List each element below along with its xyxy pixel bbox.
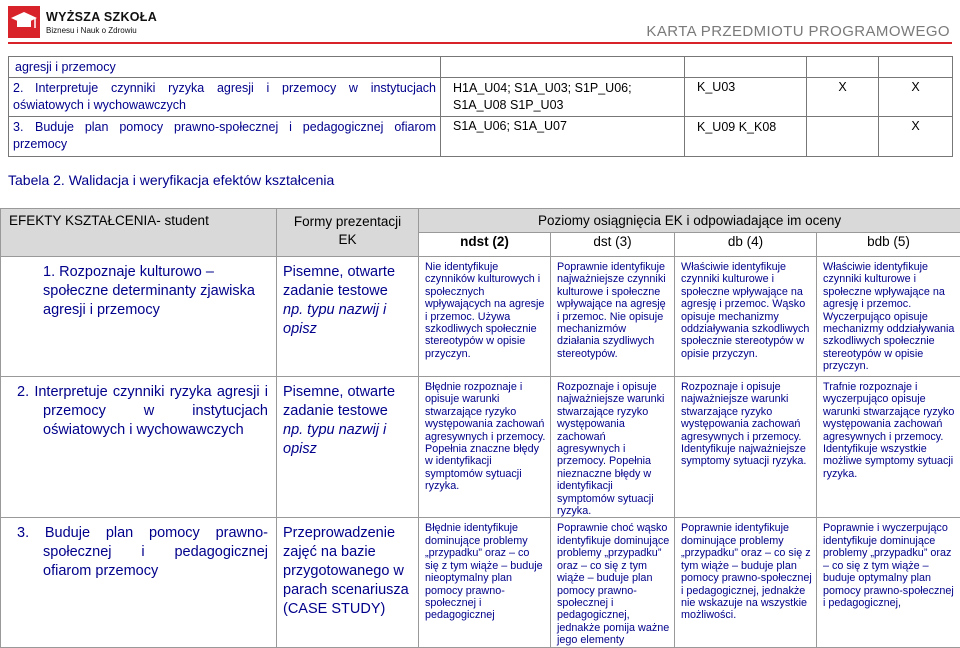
- criteria-db: Rozpoznaje i opisuje najważniejsze warunki stwarzające ryzyko występowania zachowań agresywnych i przemocy. Identyfikuje najważniejsze symptomy sytuacji ryzyka.: [675, 377, 817, 518]
- form-description: Przeprowadzenie zajęć na bazie przygotowanego w parach scenariusza (CASE STUDY): [283, 524, 412, 619]
- school-logo-icon: [8, 6, 40, 38]
- form-description: Pisemne, otwarte zadanie testowe: [283, 383, 412, 421]
- outcome-text: 1. Rozpoznaje kulturowo – społeczne determinanty zjawiska agresji i przemocy: [1, 257, 277, 377]
- outcome-number: 2.: [13, 80, 35, 97]
- criteria-ndst: Nie identyfikuje czynników kulturowych i społecznych wpływających na agresje i przemoc. Używa szkodliwych społecznie stereotypów w opisie przyczyn.: [419, 257, 551, 377]
- table-row: [9, 78, 953, 117]
- header-form: Formy prezentacji EK: [277, 209, 419, 257]
- mark-x: X: [807, 78, 879, 117]
- mark-x: X: [879, 78, 953, 117]
- criteria-db: Właściwie identyfikuje czynniki kulturowe i społeczne wpływające na agresję i przemoc. Wąsko opisuje mechanizmy oddziaływania szkodliwych społecznie stereotypów w opisie przyczyn.: [675, 257, 817, 377]
- outcome-text: agresji i przemocy: [15, 60, 116, 74]
- document-title: KARTA PRZEDMIOTU PROGRAMOWEGO: [646, 23, 950, 40]
- level-bdb: bdb (5): [817, 233, 960, 257]
- table-row: [1, 518, 960, 648]
- form-example: np. typu nazwij i opisz: [283, 421, 412, 459]
- criteria-bdb: Właściwie identyfikuje czynniki kulturowe i społeczne wpływające na agresję i przemoc. Wyczerpująco opisuje mechanizmy oddziaływania szkodliwych społecznie stereotypów w opisie przyczyn.: [817, 257, 960, 377]
- table-row: [9, 117, 953, 157]
- mark-x: [807, 117, 879, 157]
- table-row: [1, 257, 960, 377]
- table-header-row: [1, 209, 960, 233]
- outcome-text: 3. Buduje plan pomocy prawno-społecznej i pedagogicznej ofiarom przemocy: [1, 518, 277, 648]
- form-description: Pisemne, otwarte zadanie testowe: [283, 263, 412, 301]
- level-db: db (4): [675, 233, 817, 257]
- criteria-dst: Rozpoznaje i opisuje najważniejsze warunki stwarzające ryzyko występowania zachowań agresywnych i przemocy. Popełnia nieznaczne błędy w identyfikacji symptomów sytuacji ryzyka.: [551, 377, 675, 518]
- outcome-codes: H1A_U04; S1A_U03; S1P_U06; S1A_U08 S1P_U03: [441, 78, 685, 117]
- outcome-text: Buduje plan pomocy prawno-społecznej i pedagogicznej ofiarom przemocy: [13, 120, 436, 151]
- table-caption: Tabela 2. Walidacja i weryfikacja efektów kształcenia: [8, 172, 334, 188]
- header-divider: [8, 42, 952, 44]
- mark-x: X: [879, 117, 953, 157]
- criteria-ndst: Błędnie rozpoznaje i opisuje warunki stwarzające ryzyko występowania zachowań agresywnych i przemocy. Popełnia znaczne błędy w identyfikacji symptomów sytuacji ryzyka.: [419, 377, 551, 518]
- criteria-bdb: Poprawnie i wyczerpująco identyfikuje dominujące problemy „przypadku” oraz – co się z tym wiąże – buduje optymalny plan pomocy prawno-społecznej i pedagogicznej,: [817, 518, 960, 648]
- outcome-k-codes: K_U03: [685, 78, 807, 117]
- validation-table: [0, 208, 960, 648]
- header-ek: EFEKTY KSZTAŁCENIA- student: [1, 209, 277, 257]
- header-levels: Poziomy osiągnięcia EK i odpowiadające im oceny: [419, 209, 960, 233]
- outcome-number: 3.: [13, 119, 35, 136]
- level-dst: dst (3): [551, 233, 675, 257]
- outcome-k-codes: K_U09 K_K08: [685, 117, 807, 157]
- criteria-db: Poprawnie identyfikuje dominujące problemy „przypadku” oraz – co się z tym wiąże – buduje plan pomocy prawno-społecznej i pedagogicznej, jednakże nie wskazuje na wszystkie możliwości.: [675, 518, 817, 648]
- school-name: WYŻSZA SZKOŁA: [46, 10, 157, 24]
- criteria-ndst: Błędnie identyfikuje dominujące problemy „przypadku” oraz – co się z tym wiąże – buduje nieoptymalny plan pomocy prawno-społecznej i pedagogicznej: [419, 518, 551, 648]
- learning-outcomes-table: [8, 56, 953, 157]
- criteria-dst: Poprawnie identyfikuje najważniejsze czynniki kulturowe i społeczne wpływające na agresję i przemoc. Nie opisuje mechanizmów działania szydliwych stereotypów.: [551, 257, 675, 377]
- outcome-text: 2. Interpretuje czynniki ryzyka agresji i przemocy w instytucjach oświatowych i wychowawczych: [1, 377, 277, 518]
- level-ndst: ndst (2): [419, 233, 551, 257]
- outcome-text: Interpretuje czynniki ryzyka agresji i przemocy w instytucjach oświatowych i wychowawczych: [13, 81, 436, 112]
- criteria-bdb: Trafnie rozpoznaje i wyczerpująco opisuje warunki stwarzające ryzyko występowania zachowań agresywnych i przemocy. Identyfikuje wszystkie możliwe symptomy sytuacji ryzyka.: [817, 377, 960, 518]
- criteria-dst: Poprawnie choć wąsko identyfikuje dominujące problemy „przypadku” oraz – co się z tym wiąże – buduje plan pomocy prawno-społecznej i pedagogicznej, jednakże pomija ważne jego elementy: [551, 518, 675, 648]
- school-subtitle: Biznesu i Nauk o Zdrowiu: [46, 26, 137, 35]
- table-row: [1, 377, 960, 518]
- form-example: np. typu nazwij i opisz: [283, 301, 412, 339]
- outcome-codes: S1A_U06; S1A_U07: [441, 117, 685, 157]
- table-row: [9, 57, 953, 78]
